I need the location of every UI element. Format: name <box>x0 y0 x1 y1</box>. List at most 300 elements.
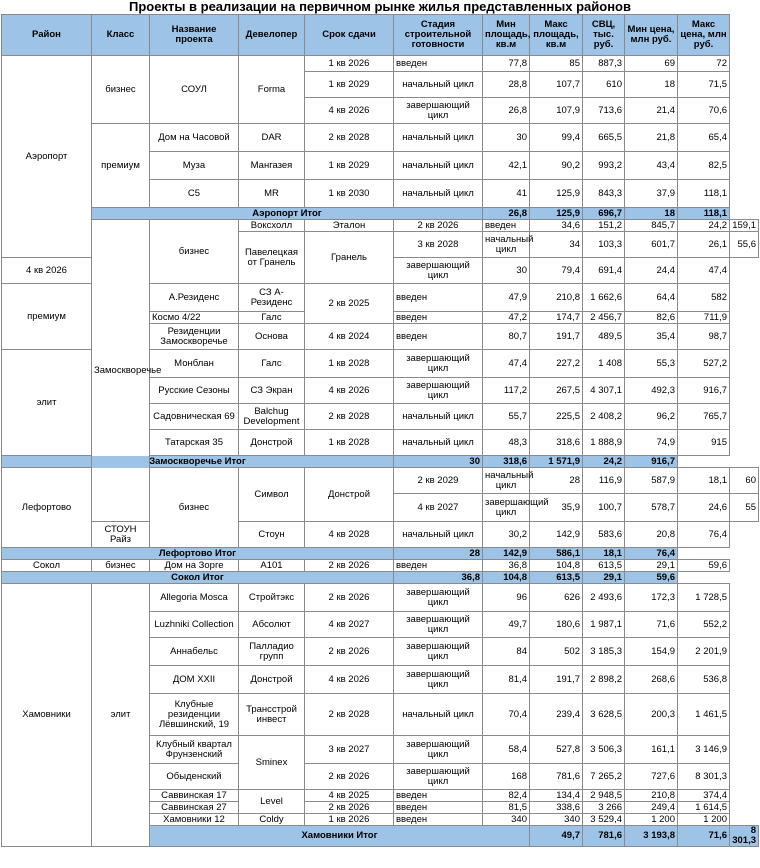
table-cell: А.Резиденс <box>150 284 239 312</box>
table-cell: 35,4 <box>625 324 678 350</box>
total-label: Сокол Итог <box>2 572 394 584</box>
table-cell: введен <box>394 284 483 312</box>
table-cell: 37,9 <box>625 180 678 208</box>
table-cell: Balchug Development <box>239 404 305 430</box>
table-cell: 48,3 <box>483 430 530 456</box>
table-cell: 55,3 <box>625 350 678 378</box>
table-cell: 168 <box>483 764 530 790</box>
table-cell: 3 266 <box>583 802 625 814</box>
table-cell: 587,9 <box>625 468 678 494</box>
total-value: 18 <box>625 208 678 220</box>
table-cell: Татарская 35 <box>150 430 239 456</box>
table-cell: введен <box>394 790 483 802</box>
table-cell: 267,5 <box>530 378 583 404</box>
table-cell: Sminex <box>239 736 305 790</box>
table-cell: 2 кв 2026 <box>305 584 394 612</box>
table-cell: 239,4 <box>530 694 583 736</box>
table-cell: 583,6 <box>583 522 625 548</box>
table-cell: 85 <box>530 56 583 72</box>
table-cell: 172,3 <box>625 584 678 612</box>
table-cell: бизнес <box>92 56 150 124</box>
table-cell: 340 <box>483 814 530 826</box>
total-label: Лефортово Итог <box>2 548 394 560</box>
table-cell: Павелецкая от Гранель <box>239 232 305 284</box>
table-cell: 578,7 <box>625 494 678 522</box>
table-cell: Галс <box>239 350 305 378</box>
table-cell: 1 200 <box>625 814 678 826</box>
table-cell: 59,6 <box>678 560 730 572</box>
header-max-area: Макс площадь, кв.м <box>530 15 583 56</box>
table-cell: начальный цикл <box>394 152 483 180</box>
total-value: 613,5 <box>530 572 583 584</box>
table-cell: 2 кв 2026 <box>305 560 394 572</box>
table-cell: 18 <box>625 72 678 98</box>
table-cell: завершающий цикл <box>394 638 483 666</box>
table-cell: 49,7 <box>483 612 530 638</box>
table-cell: 2 кв 2028 <box>305 124 394 152</box>
total-value: 29,1 <box>583 572 625 584</box>
table-cell: 225,5 <box>530 404 583 430</box>
total-value: 26,8 <box>483 208 530 220</box>
table-cell: 142,9 <box>530 522 583 548</box>
table-cell: премиум <box>2 284 92 350</box>
table-cell: 2 456,7 <box>583 312 625 324</box>
table-cell: 4 кв 2025 <box>305 790 394 802</box>
table-cell: 2 948,5 <box>583 790 625 802</box>
table-cell: 55 <box>730 494 759 522</box>
table-cell: 36,8 <box>483 560 530 572</box>
table-cell: введен <box>394 560 483 572</box>
table-row <box>2 124 759 152</box>
table-cell: Хамовники 12 <box>150 814 239 826</box>
table-cell: введен <box>394 324 483 350</box>
table-cell: 154,9 <box>625 638 678 666</box>
table-cell: 161,1 <box>625 736 678 764</box>
total-value: 18,1 <box>583 548 625 560</box>
table-cell: завершающий цикл <box>394 736 483 764</box>
total-value: 76,4 <box>625 548 678 560</box>
total-label: Хамовники Итог <box>150 826 530 847</box>
table-cell: Эталон <box>305 220 394 232</box>
table-cell: 26,8 <box>483 98 530 124</box>
total-value: 3 193,8 <box>625 826 678 847</box>
table-cell: 96,2 <box>625 404 678 430</box>
total-value: 125,9 <box>530 208 583 220</box>
table-cell: Муза <box>150 152 239 180</box>
table-cell: завершающий цикл <box>394 378 483 404</box>
table-cell: 26,1 <box>678 232 730 258</box>
table-cell: Стоун <box>239 522 305 548</box>
table-cell: Аэропорт <box>2 56 92 258</box>
table-cell: 210,8 <box>625 790 678 802</box>
table-cell: 20,8 <box>625 522 678 548</box>
table-cell: Аннабельс <box>150 638 239 666</box>
table-cell: 601,7 <box>625 232 678 258</box>
table-cell: DAR <box>239 124 305 152</box>
table-cell: 70,6 <box>678 98 730 124</box>
table-cell: элит <box>2 350 92 456</box>
table-cell: 107,9 <box>530 98 583 124</box>
table-cell: 582 <box>678 284 730 312</box>
table-cell: Садовническая 69 <box>150 404 239 430</box>
table-cell: 3 146,9 <box>678 736 730 764</box>
table-cell: 47,9 <box>483 284 530 312</box>
table-cell: введен <box>483 220 530 232</box>
table-cell: Монблан <box>150 350 239 378</box>
table-cell: 1 662,6 <box>583 284 625 312</box>
table-cell: 29,1 <box>625 560 678 572</box>
table-cell: Русские Сезоны <box>150 378 239 404</box>
table-cell: 80,7 <box>483 324 530 350</box>
table-cell: Дом на Часовой <box>150 124 239 152</box>
table-cell: 159,1 <box>730 220 759 232</box>
table-cell: 374,4 <box>678 790 730 802</box>
table-cell: 24,6 <box>678 494 730 522</box>
table-cell: 4 кв 2026 <box>305 666 394 694</box>
table-cell: Level <box>239 790 305 814</box>
table-cell: 4 кв 2027 <box>305 612 394 638</box>
total-value: 59,6 <box>625 572 678 584</box>
table-cell: 915 <box>678 430 730 456</box>
table-cell: Космо 4/22 <box>150 312 239 324</box>
table-cell: 1 200 <box>678 814 730 826</box>
table-cell: 104,8 <box>530 560 583 572</box>
table-cell: завершающий цикл <box>394 258 483 284</box>
table-cell: бизнес <box>92 560 150 572</box>
table-row <box>2 522 759 548</box>
table-cell: 916,7 <box>678 378 730 404</box>
table-cell: СТОУН Райз <box>92 522 150 548</box>
table-cell: 3 185,3 <box>583 638 625 666</box>
header-min-area: Мин площадь, кв.м <box>483 15 530 56</box>
total-value: 916,7 <box>625 456 678 468</box>
header-avg-price: СВЦ, тыс. руб. <box>583 15 625 56</box>
total-value: 71,6 <box>678 826 730 847</box>
table-cell: 151,2 <box>583 220 625 232</box>
table-cell: 41 <box>483 180 530 208</box>
table-cell: Саввинская 27 <box>150 802 239 814</box>
header-deadline: Срок сдачи <box>305 15 394 56</box>
table-cell: 76,4 <box>678 522 730 548</box>
table-cell: бизнес <box>150 220 239 284</box>
table-cell: 727,6 <box>625 764 678 790</box>
table-cell: 2 кв 2025 <box>305 284 394 324</box>
table-cell: 180,6 <box>530 612 583 638</box>
table-cell: 210,8 <box>530 284 583 312</box>
table-cell: начальный цикл <box>394 694 483 736</box>
table-cell: 2 408,2 <box>583 404 625 430</box>
table-cell: Резиденции Замоскворечье <box>150 324 239 350</box>
table-cell: Клубный квартал Фрунзенский <box>150 736 239 764</box>
table-cell: 3 529,4 <box>583 814 625 826</box>
table-cell: 2 кв 2029 <box>394 468 483 494</box>
total-value: 8 301,3 <box>730 826 759 847</box>
table-cell: завершающий цикл <box>394 584 483 612</box>
table-cell: Трансстрой инвест <box>239 694 305 736</box>
page-title: Проекты в реализации на первичном рынке жилья представленных районов <box>128 0 631 14</box>
table-cell: ДОМ XXII <box>150 666 239 694</box>
table-cell: 191,7 <box>530 324 583 350</box>
table-cell: 1 461,5 <box>678 694 730 736</box>
total-value: 318,6 <box>483 456 530 468</box>
table-cell: 8 301,3 <box>678 764 730 790</box>
table-cell: 60 <box>730 468 759 494</box>
table-cell: 71,5 <box>678 72 730 98</box>
table-cell: 3 628,5 <box>583 694 625 736</box>
table-cell: 30 <box>483 124 530 152</box>
table-cell: C5 <box>150 180 239 208</box>
table-cell: 626 <box>530 584 583 612</box>
table-cell: Саввинская 17 <box>150 790 239 802</box>
table-cell: 30,2 <box>483 522 530 548</box>
header-min-price: Мин цена, млн руб. <box>625 15 678 56</box>
table-cell: 765,7 <box>678 404 730 430</box>
table-cell: 2 898,2 <box>583 666 625 694</box>
table-cell: 77,8 <box>483 56 530 72</box>
table-cell: начальный цикл <box>394 180 483 208</box>
total-value: 36,8 <box>394 572 483 584</box>
table-cell: премиум <box>92 124 150 208</box>
table-cell: начальный цикл <box>483 232 530 258</box>
table-cell: 55,6 <box>730 232 759 258</box>
table-cell: 268,6 <box>625 666 678 694</box>
table-cell: 65,4 <box>678 124 730 152</box>
table-cell: 2 493,6 <box>583 584 625 612</box>
table-cell: 71,6 <box>625 612 678 638</box>
table-cell: 536,8 <box>678 666 730 694</box>
table-cell: 338,6 <box>530 802 583 814</box>
table-cell: Хамовники <box>2 584 92 847</box>
table-cell: 21,4 <box>625 98 678 124</box>
table-cell: 489,5 <box>583 324 625 350</box>
table-cell: введен <box>394 312 483 324</box>
table-cell: Luzhniki Collection <box>150 612 239 638</box>
table-cell: Замоскворечье <box>92 220 150 522</box>
table-cell: 21,8 <box>625 124 678 152</box>
table-cell: 81,4 <box>483 666 530 694</box>
table-row <box>2 584 759 612</box>
table-cell: 99,4 <box>530 124 583 152</box>
header-class: Класс <box>92 15 150 56</box>
table-cell: 1 728,5 <box>678 584 730 612</box>
table-cell: 81,5 <box>483 802 530 814</box>
table-cell: 70,4 <box>483 694 530 736</box>
table-cell: 492,3 <box>625 378 678 404</box>
table-cell: 843,3 <box>583 180 625 208</box>
table-cell: 318,6 <box>530 430 583 456</box>
table-cell: 613,5 <box>583 560 625 572</box>
table-cell: Мангазея <box>239 152 305 180</box>
table-row <box>2 560 759 572</box>
total-value: 781,6 <box>583 826 625 847</box>
table-cell: Символ <box>239 468 305 522</box>
table-cell: 18,1 <box>678 468 730 494</box>
table-row <box>2 220 759 232</box>
table-cell: 610 <box>583 72 625 98</box>
table-cell: 47,2 <box>483 312 530 324</box>
table-cell: Клубные резиденции Лёвшинский, 19 <box>150 694 239 736</box>
table-cell: 4 кв 2027 <box>394 494 483 522</box>
table-cell: 4 307,1 <box>583 378 625 404</box>
table-cell: 527,8 <box>530 736 583 764</box>
table-cell: 82,5 <box>678 152 730 180</box>
total-label: Аэропорт Итог <box>92 208 483 220</box>
table-cell: 340 <box>530 814 583 826</box>
table-cell: 2 кв 2026 <box>305 802 394 814</box>
table-cell: 117,2 <box>483 378 530 404</box>
table-cell: 2 кв 2026 <box>305 764 394 790</box>
table-cell: 527,2 <box>678 350 730 378</box>
table-cell: 103,3 <box>583 232 625 258</box>
table-cell: 1 кв 2028 <box>305 430 394 456</box>
table-cell: 4 кв 2024 <box>305 324 394 350</box>
table-cell: MR <box>239 180 305 208</box>
table-row <box>2 56 759 72</box>
table-cell: 3 кв 2027 <box>305 736 394 764</box>
table-cell: 691,4 <box>583 258 625 284</box>
table-cell: 107,7 <box>530 72 583 98</box>
header-district: Район <box>2 15 92 56</box>
table-cell: 34,6 <box>530 220 583 232</box>
table-cell: Донстрой <box>239 430 305 456</box>
total-value: 1 571,9 <box>530 456 583 468</box>
table-cell: 24,4 <box>625 258 678 284</box>
table-cell: Палладио групп <box>239 638 305 666</box>
table-cell: 96 <box>483 584 530 612</box>
table-cell: 82,6 <box>625 312 678 324</box>
table-cell: 2 кв 2026 <box>394 220 483 232</box>
table-cell: введен <box>394 814 483 826</box>
table-cell: 227,2 <box>530 350 583 378</box>
table-cell: СОУЛ <box>150 56 239 124</box>
table-cell: Стройтэкс <box>239 584 305 612</box>
table-cell: 665,5 <box>583 124 625 152</box>
table-cell: 1 кв 2026 <box>305 56 394 72</box>
table-cell: 47,4 <box>483 350 530 378</box>
total-value: 49,7 <box>530 826 583 847</box>
table-cell: 72 <box>678 56 730 72</box>
table-cell: 90,2 <box>530 152 583 180</box>
total-label: Замоскворечье Итог <box>2 456 394 468</box>
table-cell: 1 408 <box>583 350 625 378</box>
table-cell: 82,4 <box>483 790 530 802</box>
table-cell: СЗ Экран <box>239 378 305 404</box>
header-max-price: Макс цена, млн руб. <box>678 15 730 56</box>
table-cell: Лефортово <box>2 468 92 548</box>
total-value: 30 <box>394 456 483 468</box>
table-cell: завершающий цикл <box>394 666 483 694</box>
table-cell: 4 кв 2026 <box>305 378 394 404</box>
table-cell: введен <box>394 802 483 814</box>
table-cell: 2 кв 2028 <box>305 404 394 430</box>
header-row <box>2 15 759 56</box>
total-value: 142,9 <box>483 548 530 560</box>
table-cell: 502 <box>530 638 583 666</box>
table-cell: Галс <box>239 312 305 324</box>
table-cell: 28 <box>530 468 583 494</box>
table-cell: начальный цикл <box>394 124 483 152</box>
table-cell: Allegoria Mosca <box>150 584 239 612</box>
table-cell: 7 265,2 <box>583 764 625 790</box>
table-cell: 1 614,5 <box>678 802 730 814</box>
table-cell: Донстрой <box>305 468 394 522</box>
table-cell: 249,4 <box>625 802 678 814</box>
table-cell: элит <box>92 584 150 847</box>
total-row <box>2 208 759 220</box>
table-cell: 4 кв 2028 <box>305 522 394 548</box>
table-cell: начальный цикл <box>394 430 483 456</box>
table-cell: 118,1 <box>678 180 730 208</box>
table-cell: 58,4 <box>483 736 530 764</box>
table-cell: 47,4 <box>678 258 730 284</box>
table-cell: 713,6 <box>583 98 625 124</box>
total-value: 118,1 <box>678 208 730 220</box>
table-cell: введен <box>394 56 483 72</box>
header-developer: Девелопер <box>239 15 305 56</box>
table-cell: 1 кв 2030 <box>305 180 394 208</box>
table-cell: начальный цикл <box>394 404 483 430</box>
table-cell: начальный цикл <box>394 522 483 548</box>
table-cell: 116,9 <box>583 468 625 494</box>
table-cell: 125,9 <box>530 180 583 208</box>
total-value: 28 <box>394 548 483 560</box>
table-cell: А101 <box>239 560 305 572</box>
table-cell: Coldy <box>239 814 305 826</box>
header-stage: Стадия строительной готовности <box>394 15 483 56</box>
table-cell: 1 888,9 <box>583 430 625 456</box>
table-cell: 2 кв 2026 <box>305 638 394 666</box>
table-cell: 4 кв 2026 <box>2 258 92 284</box>
total-row <box>2 548 759 560</box>
table-cell: 55,7 <box>483 404 530 430</box>
total-row <box>2 456 759 468</box>
table-cell: Гранель <box>305 232 394 284</box>
table-cell: 1 кв 2028 <box>305 350 394 378</box>
table-cell: Воксхолл <box>239 220 305 232</box>
table-cell: завершающий цикл <box>394 98 483 124</box>
table-cell: 552,2 <box>678 612 730 638</box>
table-cell: 3 506,3 <box>583 736 625 764</box>
table-cell: 711,9 <box>678 312 730 324</box>
table-cell: 30 <box>483 258 530 284</box>
table-cell: 1 кв 2029 <box>305 152 394 180</box>
table-cell: завершающий цикл <box>483 494 530 522</box>
total-value: 104,8 <box>483 572 530 584</box>
total-row <box>2 572 759 584</box>
table-cell: 84 <box>483 638 530 666</box>
table-cell: начальный цикл <box>483 468 530 494</box>
table-cell: 845,7 <box>625 220 678 232</box>
projects-table <box>1 14 759 847</box>
table-cell: 174,7 <box>530 312 583 324</box>
table-cell: 28,8 <box>483 72 530 98</box>
table-cell: Дом на Зорге <box>150 560 239 572</box>
table-cell: 79,4 <box>530 258 583 284</box>
table-cell: 1 987,1 <box>583 612 625 638</box>
table-cell: Донстрой <box>239 666 305 694</box>
table-cell: 781,6 <box>530 764 583 790</box>
table-cell: 100,7 <box>583 494 625 522</box>
table-cell: 4 кв 2026 <box>305 98 394 124</box>
total-value: 586,1 <box>530 548 583 560</box>
table-cell: СЗ А-Резиденс <box>239 284 305 312</box>
table-cell: завершающий цикл <box>394 612 483 638</box>
table-cell: Forma <box>239 56 305 124</box>
table-cell: 69 <box>625 56 678 72</box>
table-cell: 74,9 <box>625 430 678 456</box>
table-cell: 2 201,9 <box>678 638 730 666</box>
table-cell: 887,3 <box>583 56 625 72</box>
